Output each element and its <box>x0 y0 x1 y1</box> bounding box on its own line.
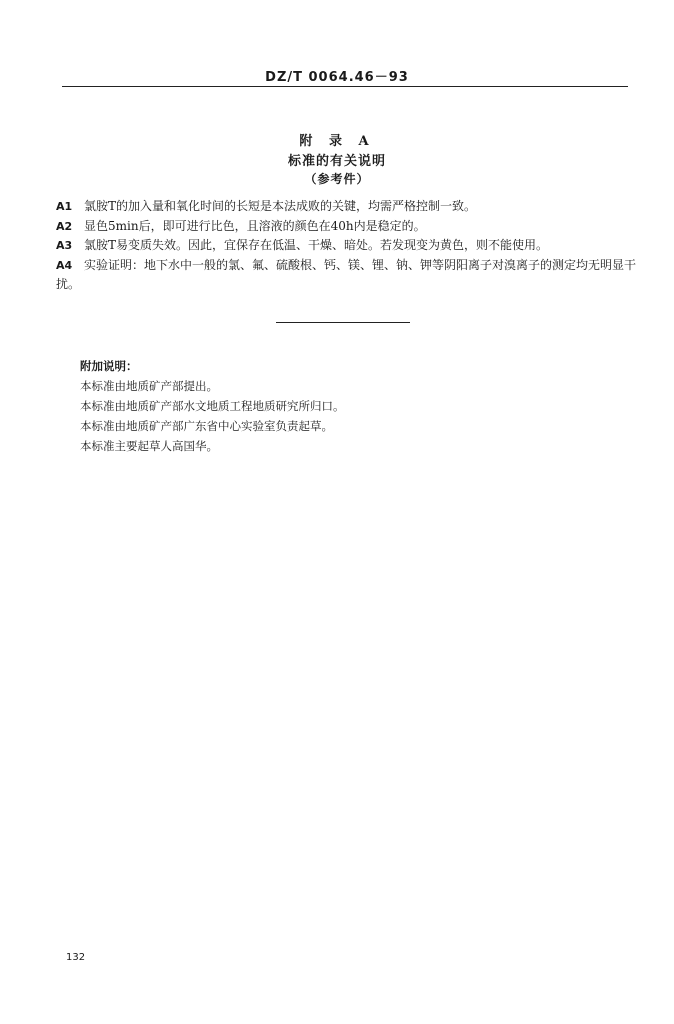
page-number: 132 <box>66 952 86 963</box>
appendix-subtitle: 标准的有关说明 <box>287 154 386 169</box>
appendix-items <box>56 197 636 295</box>
item-text: 氯胺T易变质失效。因此，宜保存在低温、干燥、暗处。若发现变为黄色，则不能使用。 <box>84 238 549 252</box>
item-number: A2 <box>56 219 73 233</box>
notes-line: 本标准由地质矿产部水文地质工程地质研究所归口。 <box>80 399 345 413</box>
header-rule <box>62 86 628 87</box>
item-text: 氯胺T的加入量和氧化时间的长短是本法成败的关键，均需严格控制一致。 <box>84 199 477 213</box>
item-number: A1 <box>56 200 73 213</box>
appendix-title: 附 录 A <box>299 134 375 149</box>
item-text: 实验证明：地下水中一般的氯、氟、硫酸根、钙、镁、锂、钠、钾等阴阳离子对溴离子的测定均无明显干扰。 <box>56 257 637 291</box>
notes-line: 本标准主要起草人高国华。 <box>80 439 218 453</box>
appendix-item <box>56 236 636 256</box>
standard-code: DZ/T 0064.46－93 <box>265 70 409 85</box>
item-text: 显色5min后，即可进行比色，且溶液的颜色在40h内是稳定的。 <box>84 218 426 233</box>
additional-notes <box>80 356 600 456</box>
notes-line: 本标准由地质矿产部广东省中心实验室负责起草。 <box>80 419 333 433</box>
item-number: A3 <box>56 239 73 252</box>
notes-heading: 附加说明： <box>80 359 138 373</box>
appendix-item <box>56 217 636 237</box>
item-number: A4 <box>56 258 73 272</box>
section-divider <box>276 322 410 323</box>
notes-line: 本标准由地质矿产部提出。 <box>80 379 218 393</box>
appendix-note: （参考件） <box>304 172 370 186</box>
appendix-item <box>56 256 636 295</box>
appendix-item <box>56 197 636 217</box>
